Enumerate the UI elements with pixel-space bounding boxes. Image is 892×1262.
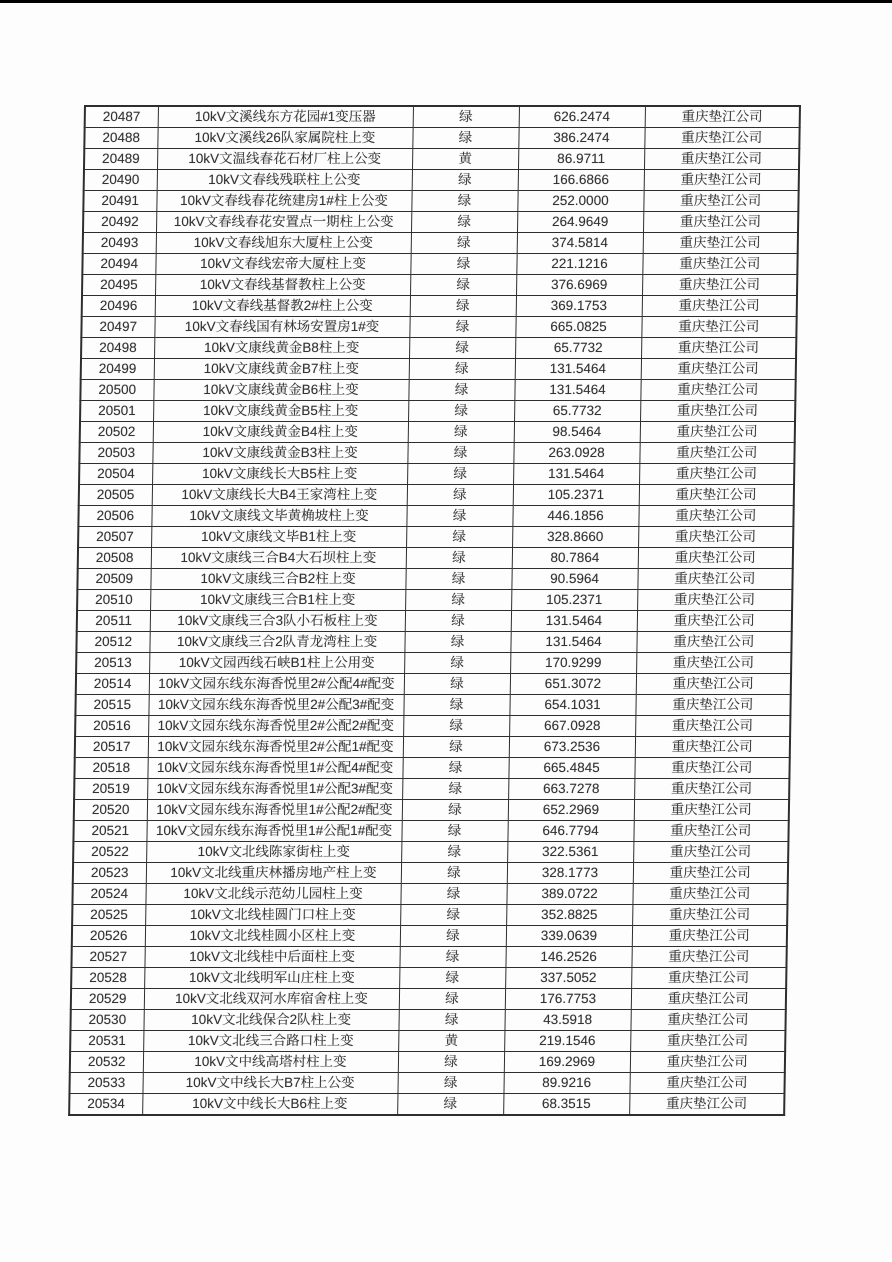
table-row — [80, 422, 795, 443]
table-row — [80, 380, 795, 401]
cell-name: 10kV文康线三合B1柱上变 — [150, 590, 405, 611]
cell-name: 10kV文园东线东海香悦里1#公配4#配变 — [147, 758, 402, 779]
cell-id: 20494 — [82, 254, 155, 275]
cell-value: 170.9299 — [510, 653, 636, 674]
cell-value: 339.0639 — [506, 926, 632, 947]
cell-id: 20530 — [70, 1010, 143, 1031]
cell-id: 20505 — [79, 485, 152, 506]
cell-value: 328.1773 — [507, 863, 633, 884]
cell-value: 98.5464 — [514, 422, 640, 443]
cell-company: 重庆垫江公司 — [633, 863, 788, 884]
table-row — [78, 506, 793, 527]
table-row — [69, 1073, 784, 1094]
cell-value: 131.5464 — [511, 611, 637, 632]
cell-name: 10kV文北线桂中后面柱上变 — [144, 947, 399, 968]
cell-name: 10kV文春线宏帝大厦柱上变 — [155, 254, 410, 275]
cell-company: 重庆垫江公司 — [636, 653, 791, 674]
cell-value: 369.1753 — [516, 296, 642, 317]
cell-company: 重庆垫江公司 — [632, 905, 787, 926]
cell-status: 绿 — [404, 632, 510, 653]
cell-value: 131.5464 — [510, 632, 636, 653]
scanned-document — [68, 105, 799, 1116]
cell-name: 10kV文康线黄金B5柱上变 — [153, 401, 408, 422]
cell-id: 20491 — [83, 191, 156, 212]
cell-company: 重庆垫江公司 — [639, 443, 794, 464]
cell-value: 221.1216 — [516, 254, 642, 275]
cell-name: 10kV文北线三合路口柱上变 — [143, 1031, 398, 1052]
cell-value: 328.8660 — [512, 527, 638, 548]
cell-id: 20487 — [85, 106, 158, 128]
cell-id: 20492 — [83, 212, 156, 233]
cell-value: 131.5464 — [513, 464, 639, 485]
cell-value: 652.2969 — [508, 800, 634, 821]
cell-name: 10kV文康线文毕黄桷坡柱上变 — [151, 506, 406, 527]
cell-company: 重庆垫江公司 — [638, 506, 793, 527]
cell-id: 20495 — [82, 275, 155, 296]
cell-value: 322.5361 — [507, 842, 633, 863]
cell-name: 10kV文北线陈家街柱上变 — [146, 842, 401, 863]
cell-name: 10kV文园东线东海香悦里1#公配3#配变 — [147, 779, 402, 800]
cell-id: 20512 — [76, 632, 149, 653]
cell-id: 20517 — [75, 737, 148, 758]
cell-company: 重庆垫江公司 — [642, 275, 797, 296]
table-row — [81, 359, 796, 380]
cell-id: 20498 — [81, 338, 154, 359]
cell-company: 重庆垫江公司 — [632, 884, 787, 905]
cell-value: 263.0928 — [513, 443, 639, 464]
cell-company: 重庆垫江公司 — [636, 632, 791, 653]
cell-value: 663.7278 — [508, 779, 634, 800]
cell-id: 20520 — [74, 800, 147, 821]
cell-value: 65.7732 — [515, 338, 641, 359]
table-row — [82, 254, 797, 275]
table-row — [83, 212, 798, 233]
table-row — [83, 233, 798, 254]
table-row — [85, 106, 800, 128]
cell-name: 10kV文北线保合2队柱上变 — [143, 1010, 398, 1031]
cell-name: 10kV文春线春花安置点一期柱上公变 — [156, 212, 411, 233]
cell-id: 20496 — [82, 296, 155, 317]
cell-name: 10kV文中线长大B7柱上公变 — [142, 1073, 397, 1094]
cell-status: 绿 — [410, 254, 516, 275]
cell-value: 105.2371 — [511, 590, 637, 611]
cell-name: 10kV文春线国有林场安置房1#变 — [154, 317, 409, 338]
cell-company: 重庆垫江公司 — [633, 842, 788, 863]
cell-name: 10kV文温线春花石材厂柱上公变 — [157, 149, 412, 170]
table-row — [84, 128, 799, 149]
cell-value: 166.6866 — [518, 170, 644, 191]
cell-status: 绿 — [404, 674, 510, 695]
cell-id: 20526 — [72, 926, 145, 947]
cell-status: 绿 — [397, 1073, 503, 1094]
cell-company: 重庆垫江公司 — [644, 170, 799, 191]
cell-id: 20529 — [71, 989, 144, 1010]
cell-company: 重庆垫江公司 — [645, 106, 800, 128]
cell-value: 131.5464 — [515, 359, 641, 380]
cell-name: 10kV文园东线东海香悦里2#公配2#配变 — [148, 716, 403, 737]
cell-status: 绿 — [400, 905, 506, 926]
cell-company: 重庆垫江公司 — [643, 212, 798, 233]
cell-status: 绿 — [403, 695, 509, 716]
table-row — [82, 296, 797, 317]
cell-name: 10kV文康线黄金B3柱上变 — [152, 443, 407, 464]
cell-name: 10kV文溪线26队家属院柱上变 — [157, 128, 412, 149]
cell-name: 10kV文春线基督教2#柱上公变 — [155, 296, 410, 317]
cell-name: 10kV文康线文毕B1柱上变 — [151, 527, 406, 548]
cell-id: 20510 — [77, 590, 150, 611]
cell-status: 绿 — [405, 590, 511, 611]
cell-name: 10kV文园东线东海香悦里2#公配3#配变 — [148, 695, 403, 716]
cell-value: 667.0928 — [509, 716, 635, 737]
cell-status: 黄 — [398, 1031, 504, 1052]
cell-name: 10kV文康线黄金B4柱上变 — [153, 422, 408, 443]
cell-company: 重庆垫江公司 — [631, 947, 786, 968]
cell-id: 20531 — [70, 1031, 143, 1052]
cell-status: 绿 — [408, 380, 514, 401]
cell-name: 10kV文春线残联柱上公变 — [157, 170, 412, 191]
table-row — [70, 1010, 785, 1031]
table-row — [71, 947, 786, 968]
table-row — [75, 716, 790, 737]
table-row — [75, 737, 790, 758]
cell-name: 10kV文北线重庆林播房地产柱上变 — [146, 863, 401, 884]
cell-company: 重庆垫江公司 — [644, 149, 799, 170]
cell-company: 重庆垫江公司 — [641, 359, 796, 380]
cell-id: 20533 — [69, 1073, 142, 1094]
cell-status: 绿 — [409, 338, 515, 359]
cell-value: 68.3515 — [503, 1094, 629, 1116]
cell-id: 20511 — [77, 611, 150, 632]
cell-company: 重庆垫江公司 — [640, 401, 795, 422]
cell-company: 重庆垫江公司 — [634, 800, 789, 821]
cell-status: 绿 — [411, 233, 517, 254]
cell-status: 绿 — [398, 1052, 504, 1073]
cell-company: 重庆垫江公司 — [634, 779, 789, 800]
table-row — [73, 821, 788, 842]
cell-id: 20507 — [78, 527, 151, 548]
cell-status: 绿 — [397, 1094, 503, 1116]
cell-company: 重庆垫江公司 — [635, 716, 790, 737]
table-row — [81, 317, 796, 338]
cell-name: 10kV文康线三合B2柱上变 — [150, 569, 405, 590]
cell-id: 20501 — [80, 401, 153, 422]
cell-status: 绿 — [411, 212, 517, 233]
cell-id: 20522 — [73, 842, 146, 863]
cell-company: 重庆垫江公司 — [629, 1094, 784, 1116]
cell-name: 10kV文园东线东海香悦里2#公配1#配变 — [148, 737, 403, 758]
table-row — [69, 1094, 784, 1116]
cell-status: 绿 — [405, 611, 511, 632]
cell-value: 654.1031 — [509, 695, 635, 716]
cell-name: 10kV文康线三合B4大石坝柱上变 — [151, 548, 406, 569]
cell-status: 绿 — [406, 527, 512, 548]
cell-company: 重庆垫江公司 — [635, 737, 790, 758]
table-row — [72, 884, 787, 905]
cell-status: 绿 — [410, 275, 516, 296]
cell-id: 20534 — [69, 1094, 142, 1116]
cell-value: 146.2526 — [505, 947, 631, 968]
table-row — [79, 485, 794, 506]
cell-value: 646.7794 — [507, 821, 633, 842]
cell-name: 10kV文中线长大B6柱上变 — [142, 1094, 397, 1116]
cell-id: 20500 — [80, 380, 153, 401]
cell-company: 重庆垫江公司 — [634, 758, 789, 779]
cell-name: 10kV文康线黄金B7柱上变 — [154, 359, 409, 380]
cell-status: 绿 — [403, 737, 509, 758]
cell-status: 绿 — [400, 884, 506, 905]
cell-value: 131.5464 — [514, 380, 640, 401]
table-row — [71, 968, 786, 989]
cell-id: 20516 — [75, 716, 148, 737]
cell-value: 80.7864 — [512, 548, 638, 569]
table-row — [81, 338, 796, 359]
table-row — [77, 590, 792, 611]
cell-value: 626.2474 — [519, 106, 645, 128]
cell-id: 20493 — [83, 233, 156, 254]
table-row — [73, 842, 788, 863]
cell-value: 43.5918 — [504, 1010, 630, 1031]
cell-id: 20521 — [73, 821, 146, 842]
cell-value: 374.5814 — [517, 233, 643, 254]
cell-company: 重庆垫江公司 — [631, 968, 786, 989]
cell-id: 20488 — [84, 128, 157, 149]
table-row — [74, 800, 789, 821]
cell-name: 10kV文北线桂圆小区柱上变 — [145, 926, 400, 947]
cell-company: 重庆垫江公司 — [640, 422, 795, 443]
cell-id: 20515 — [75, 695, 148, 716]
cell-id: 20489 — [84, 149, 157, 170]
cell-name: 10kV文春线旭东大厦柱上公变 — [156, 233, 411, 254]
cell-value: 90.5964 — [511, 569, 637, 590]
table-row — [77, 569, 792, 590]
cell-id: 20499 — [81, 359, 154, 380]
cell-name: 10kV文春线基督教柱上公变 — [155, 275, 410, 296]
cell-name: 10kV文康线长大B4王家湾柱上变 — [152, 485, 407, 506]
cell-company: 重庆垫江公司 — [633, 821, 788, 842]
table-row — [73, 863, 788, 884]
cell-company: 重庆垫江公司 — [638, 527, 793, 548]
cell-status: 绿 — [407, 485, 513, 506]
cell-name: 10kV文康线三合3队小石板柱上变 — [150, 611, 405, 632]
cell-status: 绿 — [401, 821, 507, 842]
table-row — [84, 170, 799, 191]
cell-value: 376.6969 — [516, 275, 642, 296]
cell-name: 10kV文园东线东海香悦里1#公配2#配变 — [147, 800, 402, 821]
cell-status: 绿 — [401, 842, 507, 863]
cell-company: 重庆垫江公司 — [635, 695, 790, 716]
cell-value: 86.9711 — [518, 149, 644, 170]
table-row — [78, 548, 793, 569]
cell-status: 绿 — [412, 128, 518, 149]
table-row — [80, 401, 795, 422]
cell-company: 重庆垫江公司 — [639, 464, 794, 485]
cell-name: 10kV文春线春花统建房1#柱上公变 — [156, 191, 411, 212]
cell-value: 264.9649 — [517, 212, 643, 233]
table-row — [75, 695, 790, 716]
cell-id: 20490 — [84, 170, 157, 191]
cell-company: 重庆垫江公司 — [639, 485, 794, 506]
cell-id: 20524 — [72, 884, 145, 905]
cell-id: 20513 — [76, 653, 149, 674]
cell-name: 10kV文中线高塔村柱上变 — [143, 1052, 398, 1073]
cell-id: 20519 — [74, 779, 147, 800]
cell-id: 20503 — [79, 443, 152, 464]
cell-status: 绿 — [410, 296, 516, 317]
cell-value: 665.4845 — [508, 758, 634, 779]
cell-company: 重庆垫江公司 — [630, 1010, 785, 1031]
cell-id: 20518 — [74, 758, 147, 779]
cell-id: 20532 — [70, 1052, 143, 1073]
table-row — [76, 674, 791, 695]
cell-company: 重庆垫江公司 — [641, 317, 796, 338]
cell-name: 10kV文园西线石峡B1柱上公用变 — [149, 653, 404, 674]
cell-status: 绿 — [408, 401, 514, 422]
cell-id: 20509 — [77, 569, 150, 590]
table-row — [79, 443, 794, 464]
cell-name: 10kV文康线长大B5柱上变 — [152, 464, 407, 485]
cell-name: 10kV文溪线东方花园#1变压器 — [158, 106, 413, 128]
cell-company: 重庆垫江公司 — [629, 1073, 784, 1094]
cell-value: 219.1546 — [504, 1031, 630, 1052]
cell-company: 重庆垫江公司 — [641, 338, 796, 359]
cell-value: 176.7753 — [505, 989, 631, 1010]
cell-status: 绿 — [399, 947, 505, 968]
table-row — [71, 989, 786, 1010]
cell-company: 重庆垫江公司 — [632, 926, 787, 947]
table-row — [77, 611, 792, 632]
cell-company: 重庆垫江公司 — [630, 1031, 785, 1052]
cell-company: 重庆垫江公司 — [643, 191, 798, 212]
cell-value: 352.8825 — [506, 905, 632, 926]
cell-company: 重庆垫江公司 — [640, 380, 795, 401]
cell-name: 10kV文北线明军山庄柱上变 — [144, 968, 399, 989]
cell-value: 252.0000 — [517, 191, 643, 212]
cell-company: 重庆垫江公司 — [642, 296, 797, 317]
cell-name: 10kV文园东线东海香悦里2#公配4#配变 — [149, 674, 404, 695]
cell-status: 绿 — [399, 989, 505, 1010]
cell-status: 绿 — [402, 800, 508, 821]
cell-id: 20527 — [71, 947, 144, 968]
table-row — [72, 926, 787, 947]
cell-company: 重庆垫江公司 — [642, 254, 797, 275]
cell-company: 重庆垫江公司 — [631, 989, 786, 1010]
cell-id: 20514 — [76, 674, 149, 695]
table-row — [70, 1052, 785, 1073]
cell-value: 337.5052 — [505, 968, 631, 989]
cell-value: 446.1856 — [512, 506, 638, 527]
cell-status: 绿 — [401, 863, 507, 884]
cell-id: 20508 — [78, 548, 151, 569]
table-row — [79, 464, 794, 485]
cell-id: 20506 — [78, 506, 151, 527]
cell-status: 绿 — [400, 926, 506, 947]
cell-status: 绿 — [408, 422, 514, 443]
cell-id: 20497 — [81, 317, 154, 338]
cell-id: 20525 — [72, 905, 145, 926]
cell-value: 169.2969 — [504, 1052, 630, 1073]
transformer-table-body — [69, 106, 800, 1115]
screen-top-edge-line — [0, 0, 892, 3]
cell-status: 绿 — [409, 359, 515, 380]
cell-company: 重庆垫江公司 — [630, 1052, 785, 1073]
table-row — [72, 905, 787, 926]
cell-company: 重庆垫江公司 — [638, 548, 793, 569]
cell-id: 20504 — [79, 464, 152, 485]
cell-status: 绿 — [407, 464, 513, 485]
cell-value: 673.2536 — [509, 737, 635, 758]
cell-status: 绿 — [403, 716, 509, 737]
cell-value: 389.0722 — [506, 884, 632, 905]
cell-company: 重庆垫江公司 — [636, 674, 791, 695]
cell-value: 386.2474 — [518, 128, 644, 149]
cell-status: 绿 — [409, 317, 515, 338]
cell-id: 20502 — [80, 422, 153, 443]
cell-company: 重庆垫江公司 — [643, 233, 798, 254]
cell-status: 绿 — [399, 968, 505, 989]
cell-status: 绿 — [407, 443, 513, 464]
cell-name: 10kV文北线示范幼儿园柱上变 — [145, 884, 400, 905]
cell-name: 10kV文康线三合2队青龙湾柱上变 — [149, 632, 404, 653]
cell-value: 105.2371 — [513, 485, 639, 506]
cell-status: 绿 — [398, 1010, 504, 1031]
table-row — [83, 191, 798, 212]
cell-company: 重庆垫江公司 — [637, 590, 792, 611]
cell-status: 绿 — [402, 779, 508, 800]
cell-status: 黄 — [412, 149, 518, 170]
cell-status: 绿 — [412, 170, 518, 191]
table-row — [82, 275, 797, 296]
table-row — [84, 149, 799, 170]
cell-company: 重庆垫江公司 — [644, 128, 799, 149]
cell-value: 65.7732 — [514, 401, 640, 422]
cell-status: 绿 — [402, 758, 508, 779]
cell-status: 绿 — [413, 106, 519, 128]
transformer-table — [68, 105, 801, 1116]
cell-company: 重庆垫江公司 — [637, 611, 792, 632]
cell-status: 绿 — [406, 506, 512, 527]
cell-name: 10kV文康线黄金B6柱上变 — [153, 380, 408, 401]
cell-value: 665.0825 — [515, 317, 641, 338]
table-row — [76, 632, 791, 653]
table-row — [74, 779, 789, 800]
cell-name: 10kV文园东线东海香悦里1#公配1#配变 — [146, 821, 401, 842]
cell-status: 绿 — [411, 191, 517, 212]
cell-name: 10kV文北线双河水库宿舍柱上变 — [144, 989, 399, 1010]
cell-status: 绿 — [406, 548, 512, 569]
cell-id: 20528 — [71, 968, 144, 989]
cell-status: 绿 — [405, 569, 511, 590]
cell-status: 绿 — [404, 653, 510, 674]
cell-name: 10kV文北线桂圆门口柱上变 — [145, 905, 400, 926]
cell-value: 651.3072 — [510, 674, 636, 695]
table-row — [70, 1031, 785, 1052]
cell-name: 10kV文康线黄金B8柱上变 — [154, 338, 409, 359]
cell-value: 89.9216 — [503, 1073, 629, 1094]
table-row — [76, 653, 791, 674]
cell-company: 重庆垫江公司 — [637, 569, 792, 590]
table-row — [74, 758, 789, 779]
table-row — [78, 527, 793, 548]
cell-id: 20523 — [73, 863, 146, 884]
